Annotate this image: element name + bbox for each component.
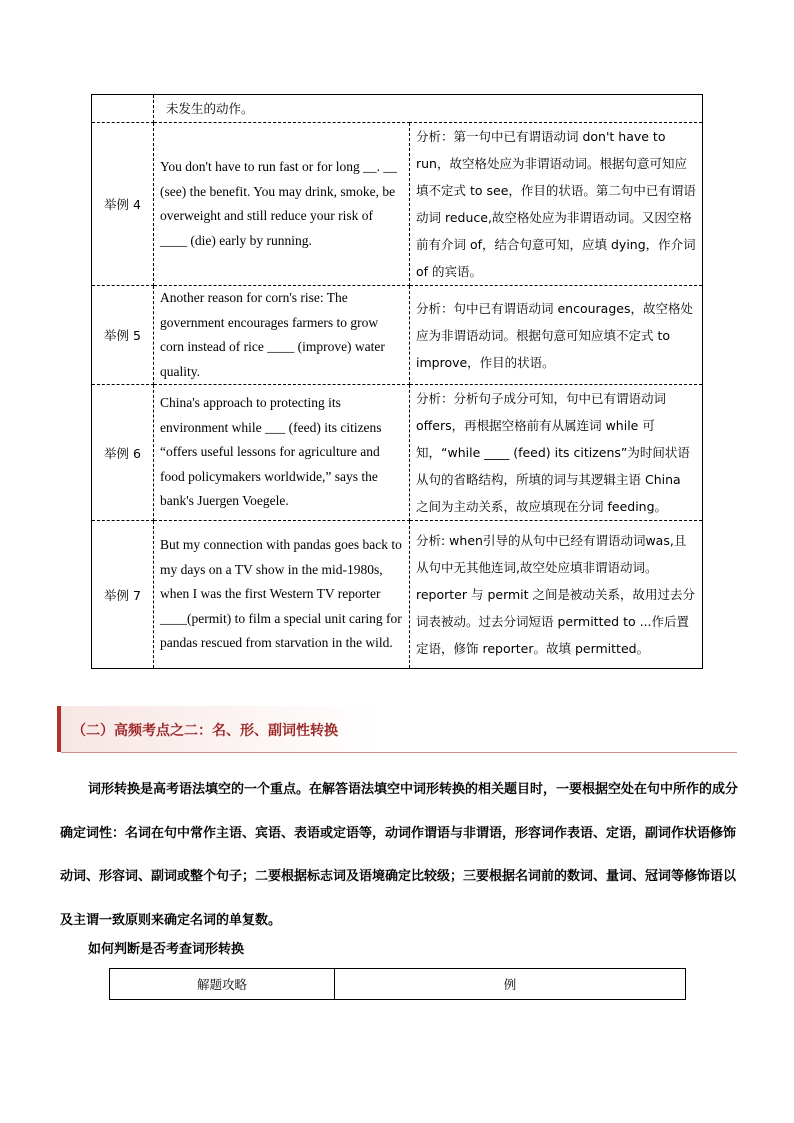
example-label: 举例 4 [104,197,141,212]
table-header-row [110,969,686,1000]
section-paragraph: 词形转换是高考语法填空的一个重点。在解答语法填空中词形转换的相关题目时，一要根据空处在句中所作的成分确定词性：名词在句中常作主语、宾语、表语或定语等，动词作谓语与非谓语，形容词作表语、定语，副词作状语修饰动词、形容词、副词或整个句子；二要根据标志词及语境确定比较级；三要根据名词前的数词、量词、冠词等修饰语以及主谓一致原则来确定名词的单复数。 [60,782,739,928]
section-divider [61,752,737,753]
example-analysis: 分析：第一句中已有谓语动词 don't have to run，故空格处应为非谓语动词。根据句意可知应填不定式 to see，作目的状语。第二句中已有谓语动词 reduce,故空格处应为非谓语动词。又因空格前有介词 of，结合句意可知，应填 dying，作介词 of 的宾语。 [416,129,696,279]
continuation-text: 未发生的动作。 [166,100,254,116]
example-label: 举例 5 [104,328,141,343]
strategy-table [109,968,686,1000]
table-row-example-6 [92,385,703,521]
example-analysis: 分析: when引导的从句中已经有谓语动词was,且从句中无其他连词,故空处应填非谓语动词。reporter 与 permit 之间是被动关系，故用过去分词表被动。过去分词短语 permitted to ...作后置定语，修饰 reporter。故填 permitted。 [416,533,696,656]
example-label: 举例 7 [104,587,141,603]
example-analysis: 分析：句中已有谓语动词 encourages，故空格处应为非谓语动词。根据句意可知应填不定式 to improve，作目的状语。 [416,300,693,370]
table-row-example-5 [92,286,703,385]
example-question: Another reason for corn's rise: The government encourages farmers to grow corn instead of rice ____ (improve) water quality. [160,290,385,379]
example-question: China's approach to protecting its environment while ___ (feed) its citizens “offers useful lessons for agriculture and food policymakers worldwide,” says the bank's Juergen Voegele. [160,395,382,509]
example-label: 举例 6 [104,445,141,461]
section-accent-bar [57,706,61,752]
table-header-example: 例 [335,969,686,1000]
section-title: （二）高频考点之二：名、形、副词性转换 [72,723,338,739]
table-row-example-4 [92,123,703,286]
table-row-example-7 [92,521,703,669]
example-question: You don't have to run fast or for long __. __ (see) the benefit. You may drink, smoke, be overweight and still reduce your risk of ____ (die) early by running. [160,159,397,248]
example-analysis: 分析：分析句子成分可知，句中已有谓语动词 offers，再根据空格前有从属连词 while 可知，“while ____ (feed) its citizens”为时间状语从句的省略结构，所填的词与其逻辑主语 China 之间为主动关系，故应填现在分词 feeding。 [416,391,690,514]
example-question: But my connection with pandas goes back to my days on a TV show in the mid-1980s, when I was the first Western TV reporter ____(permit) to film a special unit caring for pandas rescued from starvation in the wild. [160,537,402,651]
section-subheading: 如何判断是否考查词形转换 [88,942,245,957]
table-row-continuation [92,95,703,123]
example-table [91,94,703,669]
table-header-strategy: 解题攻略 [110,969,335,1000]
